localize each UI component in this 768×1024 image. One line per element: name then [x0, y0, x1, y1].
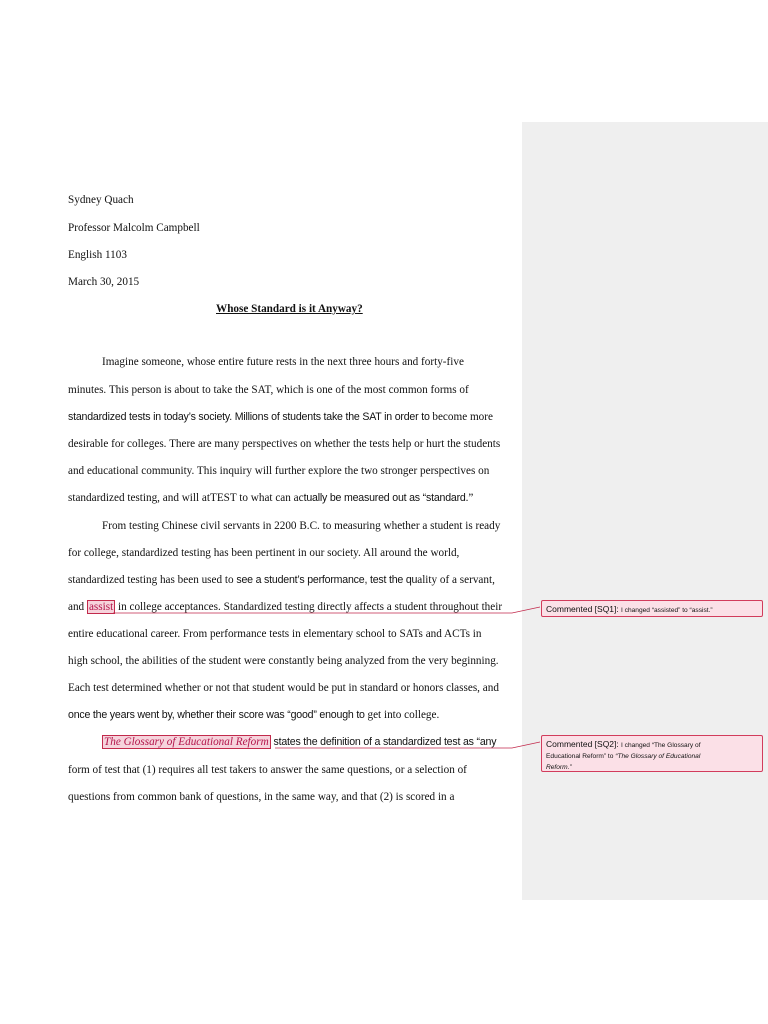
body-line-14-tail: get into college.: [367, 709, 440, 721]
comment-balloon-sq2[interactable]: [541, 735, 763, 772]
comment-balloon-sq1[interactable]: [541, 600, 763, 617]
body-line-10-tail: in college acceptances. Standardized testing directly affects a student throughout their: [115, 601, 503, 613]
comment-anchor-sq2[interactable]: The Glossary of Educational Reform: [104, 736, 269, 748]
comment-text-sq2-b: Educational Reform” to: [546, 753, 616, 760]
comment-text-sq1: I changed “assisted” to “assist.”: [621, 607, 713, 614]
comment-connector-sq2: [275, 742, 540, 748]
body-line-12: high school, the abilities of the student were constantly being analyzed from the very beginning.: [68, 655, 499, 667]
body-line-3-tail: become more: [432, 411, 493, 423]
body-line-8: for college, standardized testing has been pertinent in our society. All around the world,: [68, 547, 460, 559]
body-line-14-sans-run: once the years went by, whether their score was “good” enough to: [68, 709, 368, 721]
body-line-6-tail: .”: [465, 492, 474, 504]
professor-name: Professor Malcolm Campbell: [68, 222, 200, 234]
comment-label-sq2: Commented [SQ2]:: [546, 739, 619, 749]
body-line-10-head: and: [68, 601, 87, 613]
comment-connector-sq1: [113, 607, 540, 613]
body-line-1: Imagine someone, whose entire future rests in the next three hours and forty-five: [102, 356, 464, 368]
body-line-6-sans-run: tually be measured out as “standard: [303, 492, 466, 504]
body-line-2: minutes. This person is about to take the SAT, which is one of the most common forms of: [68, 384, 469, 396]
body-line-16: form of test that (1) requires all test takers to answer the same questions, or a selection of: [68, 764, 467, 776]
comment-text-sq2-a: I changed “The Glossary of: [621, 742, 701, 749]
body-line-15-sans-run: states the definition of a standardized test as “any: [273, 736, 497, 748]
body-line-9-head: standardized testing has been used to: [68, 574, 237, 586]
body-line-13: Each test determined whether or not that student would be put in standard or honors classes, and: [68, 682, 499, 694]
comment-anchor-sq1[interactable]: assist: [88, 601, 114, 613]
body-line-5: and educational community. This inquiry will further explore the two stronger perspectives on: [68, 465, 490, 477]
body-line-3-sans-run: standardized tests in today’s society. Millions of students take the SAT in order to: [68, 411, 433, 423]
body-line-4: desirable for colleges. There are many perspectives on whether the tests help or hurt the students: [68, 438, 501, 450]
body-line-17: questions from common bank of questions, in the same way, and that (2) is scored in a: [68, 791, 455, 803]
date-line: March 30, 2015: [68, 276, 140, 288]
essay-title: Whose Standard is it Anyway?: [216, 303, 363, 315]
body-line-11: entire educational career. From performance tests in elementary school to SATs and ACTs in: [68, 628, 482, 640]
author-name: Sydney Quach: [68, 194, 134, 206]
body-line-9-tail: ality of a servant,: [417, 574, 495, 586]
comment-text-sq2-d: Reform.”: [546, 764, 572, 771]
comment-text-sq2-c: “The Glossary of Educational: [615, 753, 701, 760]
body-line-9-sans-run: see a student’s performance, test the qu: [236, 574, 418, 586]
body-line-6-head: standardized testing, and will atTEST to what can ac: [68, 492, 304, 504]
course-name: English 1103: [68, 249, 127, 261]
body-line-7: From testing Chinese civil servants in 2200 B.C. to measuring whether a student is ready: [102, 520, 501, 532]
comment-label-sq1: Commented [SQ1]:: [546, 604, 619, 614]
